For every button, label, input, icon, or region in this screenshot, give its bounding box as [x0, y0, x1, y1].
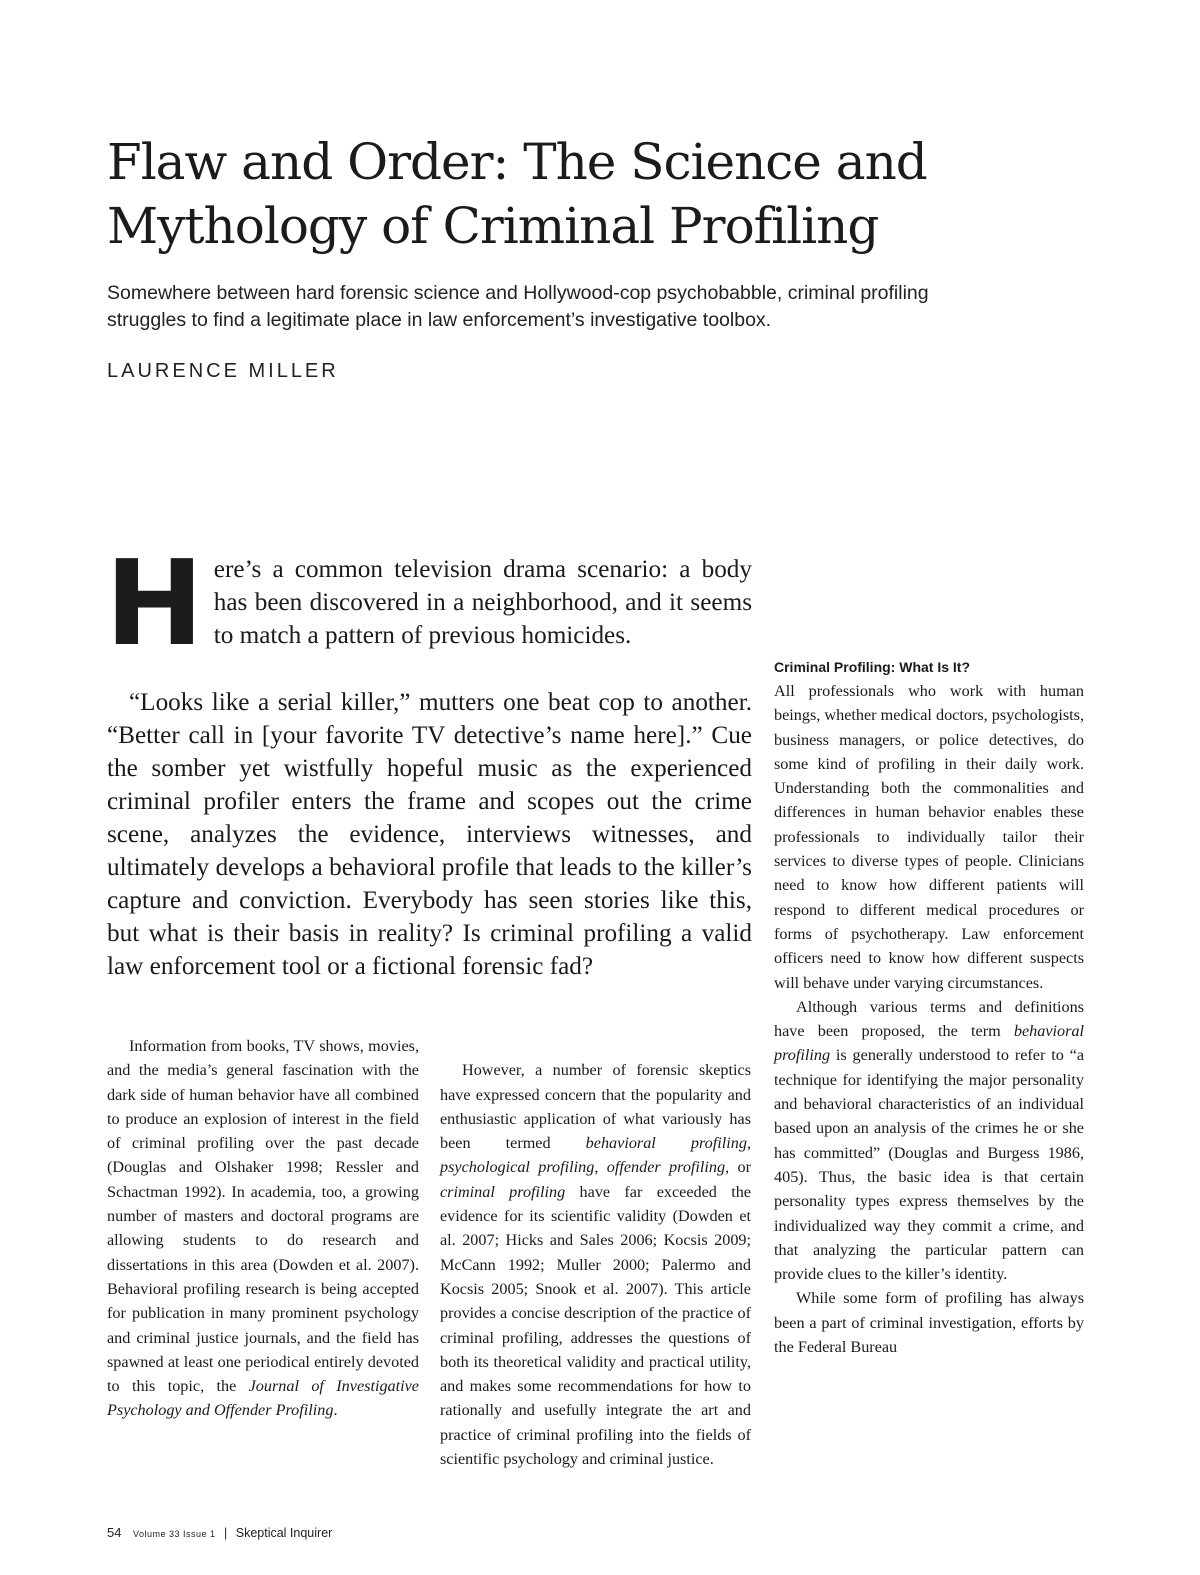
title-line-2: Mythology of Criminal Profiling — [107, 197, 879, 255]
body-paragraph-4 — [774, 995, 1084, 1287]
term-psychological-profiling: psychological profiling — [440, 1158, 595, 1177]
journal-name: Journal of Investigative Psychology and Offender Profiling — [107, 1377, 419, 1420]
body-column-3 — [774, 556, 1084, 1357]
term-offender-profiling: offender profiling — [606, 1158, 726, 1177]
lede-text — [105, 534, 752, 983]
body-column-2 — [440, 1034, 751, 1471]
body-paragraph-5: While some form of profiling has always been a part of criminal investigation, efforts by the Federal Bureau — [774, 1289, 1084, 1357]
article-subtitle: Somewhere between hard forensic science and Hollywood-cop psychobabble, criminal profiling struggles to find a legitimate place in law enforcement’s investigative toolbox. — [107, 282, 929, 331]
body-column-1 — [107, 1034, 419, 1423]
lede-paragraph-1 — [105, 534, 752, 672]
term-separator-3: , or — [725, 1158, 751, 1177]
lede-paragraph-2: “Looks like a serial killer,” mutters one beat cop to another. “Better call in [your favorite TV detective’s name here].” Cue the somber yet wistfully hopeful music as the experienced criminal profiler enters the frame and scopes out the crime scene, analyzes the evidence, interviews witnesses, and ultimately develops a behavioral profile that leads to the killer’s capture and conviction. Everybody has seen stories like this, but what is their basis in reality? Is criminal profiling a valid law enforcement tool or a fictional forensic fad? — [107, 689, 752, 980]
body-paragraph-4-text-a: Although various terms and definitions have been proposed, the term — [774, 997, 1084, 1041]
page-footer — [107, 1525, 332, 1540]
section-heading: Criminal Profiling: What Is It? — [774, 659, 970, 675]
footer-separator: | — [224, 1526, 228, 1540]
volume-issue: Volume 33 Issue 1 — [132, 1529, 216, 1539]
article-title — [107, 130, 1067, 258]
term-criminal-profiling: criminal profiling — [440, 1182, 566, 1201]
term-separator-2: , — [594, 1158, 607, 1177]
title-line-1: Flaw and Order: The Science and — [107, 133, 927, 191]
body-paragraph-3: All professionals who work with human beings, whether medical doctors, psychologists, business managers, or police detectives, do some kind of profiling in their daily work. Understanding both the commonalities and differences in human behavior enables these professionals to individually tailor their services to diverse types of people. Clinicians need to know how different patients will respond to different medical procedures or forms of psychotherapy. Law enforcement officers need to know how different suspects will behave under varying circumstances. — [774, 682, 1084, 992]
body-paragraph-4-text-b: is generally understood to refer to “a technique for identifying the major personality and behavioral characteristics of an individual based upon an analysis of the crimes he or she has committed” (Douglas and Burgess 1986, 405). Thus, the basic idea is that certain personality types express themselves by the individualized way they commit a crime, and that analyzing the particular pattern can provide clues to the killer’s identity. — [774, 1046, 1084, 1284]
body-paragraph-2-text-a: However, a number of forensic skeptics have expressed concern that the popularity and enthusiastic application of what variously has been termed — [440, 1061, 751, 1153]
magazine-name: Skeptical Inquirer — [235, 1526, 333, 1540]
term-behavioral-profiling-2: behavioral profiling — [774, 1022, 1084, 1065]
body-paragraph-2 — [440, 1058, 751, 1471]
lede-paragraph-1-text: ere’s a common television drama scenario: a body has been discovered in a neighborhood, and it seems to match a pattern of previous homicides. — [213, 556, 752, 649]
page-number: 54 — [107, 1525, 122, 1540]
author-name: LAURENCE MILLER — [107, 360, 339, 382]
term-behavioral-profiling: behavioral profiling — [585, 1134, 747, 1153]
body-paragraph-1 — [107, 1034, 419, 1423]
body-paragraph-1-end: . — [333, 1401, 338, 1420]
body-paragraph-2-text-b: have far exceeded the evidence for its scientific validity (Dowden et al. 2007; Hicks and Sales 2006; Kocsis 2009; McCann 1992; Muller 2000; Palermo and Kocsis 2005; Snook et al. 2007). This article provides a concise description of the practice of criminal profiling, addresses the questions of both its theoretical validity and practical utility, and makes some recommendations for how to rationally and usefully integrate the art and practice of criminal profiling into the fields of scientific psychology and criminal justice. — [440, 1182, 751, 1469]
body-paragraph-1-text: Information from books, TV shows, movies, and the media’s general fascination with the dark side of human behavior have all combined to produce an explosion of interest in the field of criminal profiling over the past decade (Douglas and Olshaker 1998; Ressler and Schactman 1992). In academia, too, a growing number of masters and doctoral programs are allowing students to do research and dissertations in this area (Dowden et al. 2007). Behavioral profiling research is being accepted for publication in many prominent psychology and criminal justice journals, and the field has spawned at least one periodical entirely devoted to this topic, the — [107, 1037, 419, 1396]
drop-cap: H — [105, 534, 204, 672]
term-separator-1: , — [746, 1134, 751, 1153]
